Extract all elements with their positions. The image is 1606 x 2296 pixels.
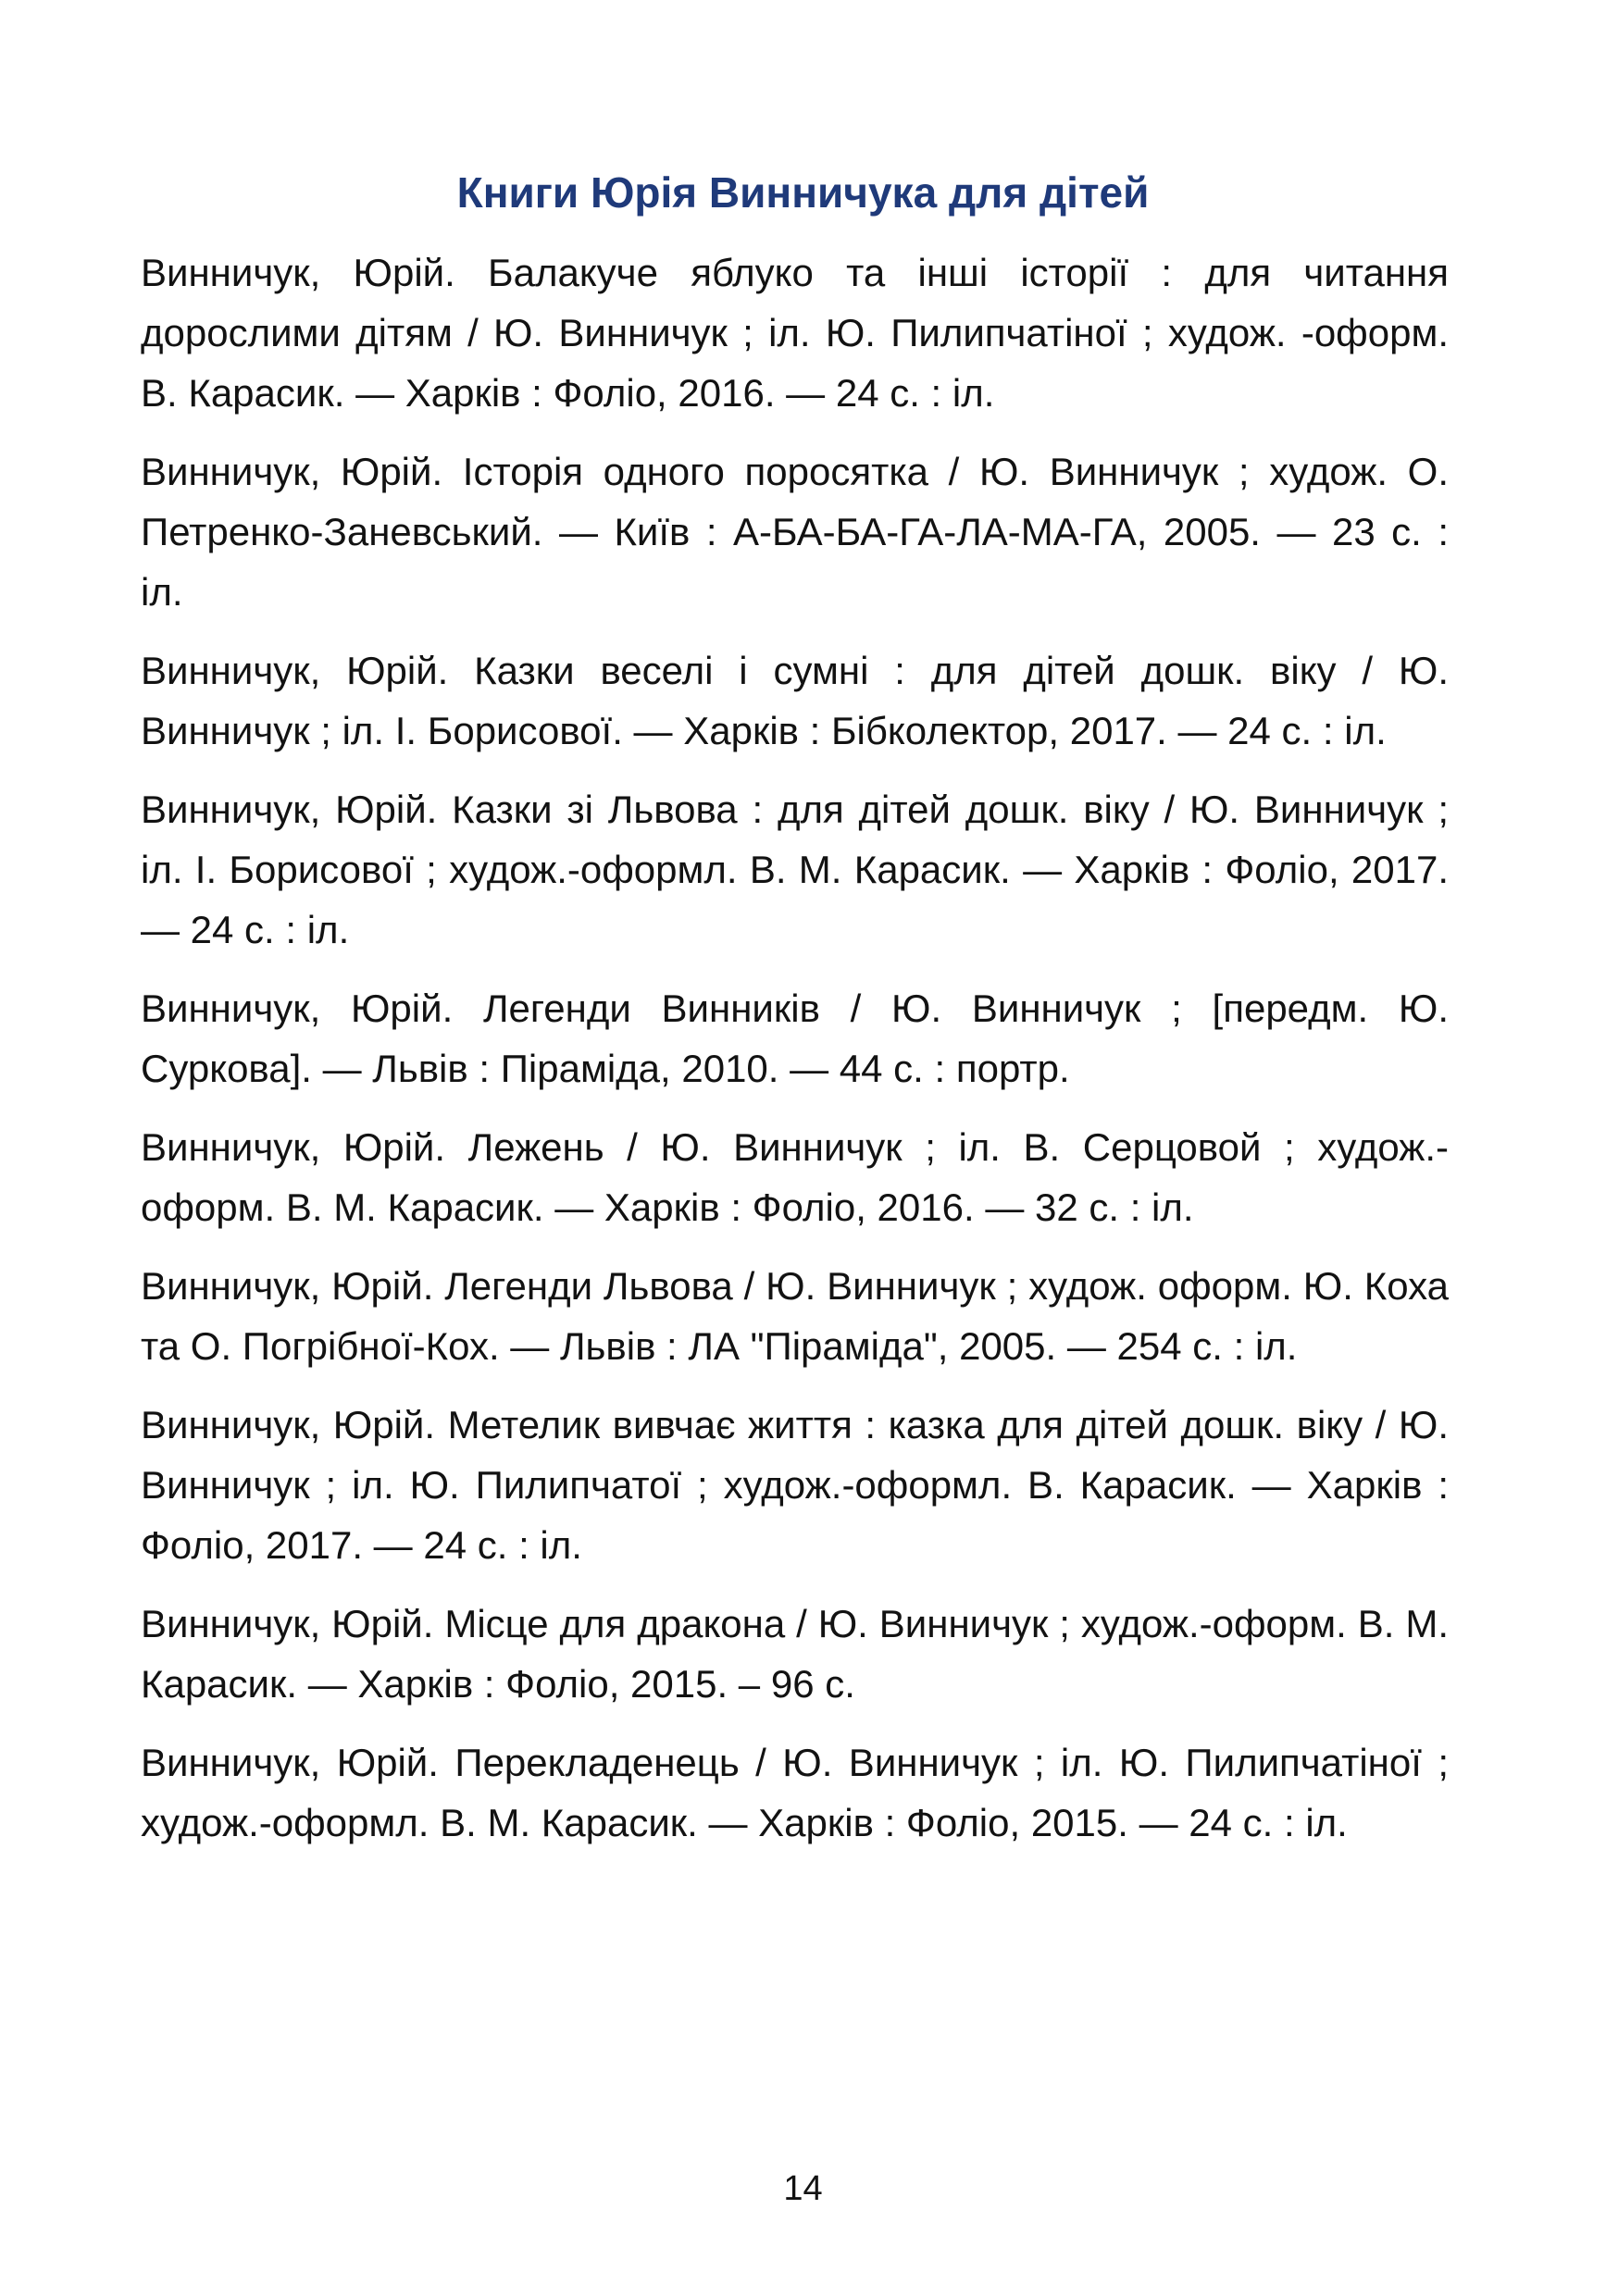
bibliography-entry: Винничук, Юрій. Метелик вивчає життя : казка для дітей дошк. віку / Ю. Винничук ; іл. Ю. Пилипчатої ; худож.-оформл. В. Карасик. — Харків : Фоліо, 2017. — 24 с. : іл. bbox=[141, 1403, 1449, 1567]
bibliography-entry: Винничук, Юрій. Легенди Львова / Ю. Винничук ; худож. оформ. Ю. Коха та О. Погрібної-Кох. — Львів : ЛА "Піраміда", 2005. — 254 с. : іл. bbox=[141, 1264, 1449, 1368]
bibliography-list bbox=[141, 242, 1449, 1871]
bibliography-entry: Винничук, Юрій. Казки зі Львова : для дітей дошк. віку / Ю. Винничук ; іл. І. Борисової ; худож.-оформл. В. М. Карасик. — Харків : Фоліо, 2017. — 24 с. : іл. bbox=[141, 788, 1449, 951]
bibliography-entry: Винничук, Юрій. Казки веселі і сумні : для дітей дошк. віку / Ю. Винничук ; іл. І. Борисової. — Харків : Бібколектор, 2017. — 24 с. : іл. bbox=[141, 649, 1449, 752]
bibliography-entry: Винничук, Юрій. Місце для дракона / Ю. Винничук ; худож.-оформ. В. М. Карасик. — Харків : Фоліо, 2015. – 96 с. bbox=[141, 1602, 1449, 1706]
bibliography-entry: Винничук, Юрій. Балакуче яблуко та інші історії : для читання дорослими дітям / Ю. Винничук ; іл. Ю. Пилипчатіної ; худож. -оформ. В. Карасик. — Харків : Фоліо, 2016. — 24 с. : іл. bbox=[141, 251, 1449, 415]
bibliography-entry: Винничук, Юрій. Перекладенець / Ю. Винничук ; іл. Ю. Пилипчатіної ; худож.-оформл. В. М. Карасик. — Харків : Фоліо, 2015. — 24 с. : іл. bbox=[141, 1741, 1449, 1844]
page-title: Книги Юрія Винничука для дітей bbox=[456, 168, 1150, 217]
page-number: 14 bbox=[783, 2169, 823, 2208]
bibliography-entry: Винничук, Юрій. Легенди Винників / Ю. Винничук ; [передм. Ю. Суркова]. — Львів : Піраміда, 2010. — 44 с. : портр. bbox=[141, 987, 1449, 1090]
bibliography-entry: Винничук, Юрій. Лежень / Ю. Винничук ; іл. В. Серцовой ; худож.-оформ. В. М. Карасик. — Харків : Фоліо, 2016. — 32 с. : іл. bbox=[141, 1125, 1449, 1229]
bibliography-entry: Винничук, Юрій. Історія одного поросятка / Ю. Винничук ; худож. О. Петренко-Заневський. — Київ : А-БА-БА-ГА-ЛА-МА-ГА, 2005. — 23 с. : іл. bbox=[141, 450, 1449, 614]
